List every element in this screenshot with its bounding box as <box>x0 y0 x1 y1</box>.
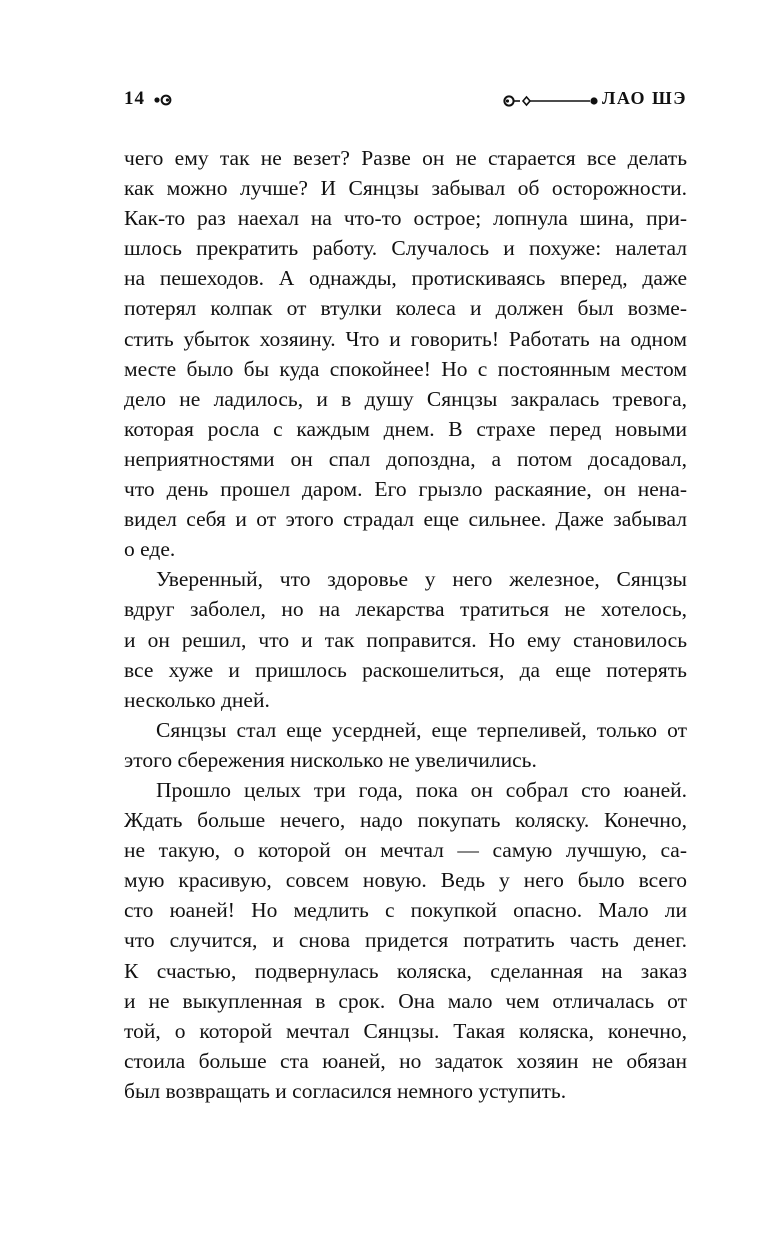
ornament-left-icon <box>154 94 174 106</box>
text-line: вдруг заболел, но на лекарства тратиться не хотелось, <box>124 597 687 622</box>
text-line: потерял колпак от втулки колеса и должен был возме- <box>124 296 687 321</box>
text-line: несколько дней. <box>124 687 270 712</box>
text-line: Уверенный, что здоровье у него железное, Сянцзы <box>156 567 687 592</box>
text-line: стить убыток хозяину. Что и говорить! Работать на одном <box>124 326 687 351</box>
text-line: чего ему так не везет? Разве он не старается все делать <box>124 146 687 170</box>
text-line: что день прошел даром. Его грызло раскаяние, он нена- <box>124 477 687 502</box>
text-line: стоила больше ста юаней, но задаток хозяин не обязан <box>124 1048 687 1073</box>
text-line: и он решил, что и так поправится. Но ему становилось <box>124 627 687 652</box>
text-line: Как-то раз наехал на что-то острое; лопнула шина, при- <box>124 206 687 231</box>
paragraph <box>124 775 687 1106</box>
text-line: шлось прекратить работу. Случалось и похуже: налетал <box>124 236 687 261</box>
page-header <box>124 88 687 116</box>
text-line: дело не ладилось, и в душу Сянцзы закралась тревога, <box>124 386 687 411</box>
text-line: месте было бы куда спокойнее! Но с постоянным местом <box>124 356 687 381</box>
page-number: 14 <box>124 88 145 109</box>
text-line: этого сбережения нисколько не увеличились. <box>124 747 537 772</box>
body-text <box>124 143 687 1106</box>
text-line: на пешеходов. А однажды, протискиваясь вперед, даже <box>124 266 687 291</box>
text-line: Ждать больше нечего, надо покупать коляску. Конечно, <box>124 808 687 833</box>
text-line: которая росла с каждым днем. В страхе перед новыми <box>124 416 687 441</box>
text-line: о еде. <box>124 537 176 562</box>
text-line: сто юаней! Но медлить с покупкой опасно. Мало ли <box>124 898 687 923</box>
text-line: видел себя и от этого страдал еще сильнее. Даже забывал <box>124 507 687 532</box>
ornament-rule-icon <box>501 92 601 110</box>
running-head: ЛАО ШЭ <box>602 88 687 108</box>
text-line: и не выкупленная в срок. Она мало чем отличалась от <box>124 988 687 1013</box>
text-line: мую красивую, совсем новую. Ведь у него было всего <box>124 868 687 893</box>
text-line: Прошло целых три года, пока он собрал сто юаней. <box>156 777 687 802</box>
paragraph <box>124 564 687 714</box>
text-line: не такую, о которой он мечтал — самую лучшую, са- <box>124 838 687 863</box>
text-line: что случится, и снова придется потратить часть денег. <box>124 928 687 953</box>
text-line: той, о которой мечтал Сянцзы. Такая коляска, конечно, <box>124 1018 687 1043</box>
text-line: К счастью, подвернулась коляска, сделанная на заказ <box>124 958 687 983</box>
paragraph <box>124 143 687 564</box>
text-line: все хуже и пришлось раскошелиться, да еще потерять <box>124 657 687 682</box>
text-line: как можно лучше? И Сянцзы забывал об осторожности. <box>124 176 687 201</box>
text-line: был возвращать и согласился немного уступить. <box>124 1078 567 1103</box>
paragraph <box>124 715 687 775</box>
text-line: неприятностями он спал допоздна, а потом досадовал, <box>124 446 687 471</box>
text-line: Сянцзы стал еще усердней, еще терпеливей, только от <box>156 717 687 742</box>
